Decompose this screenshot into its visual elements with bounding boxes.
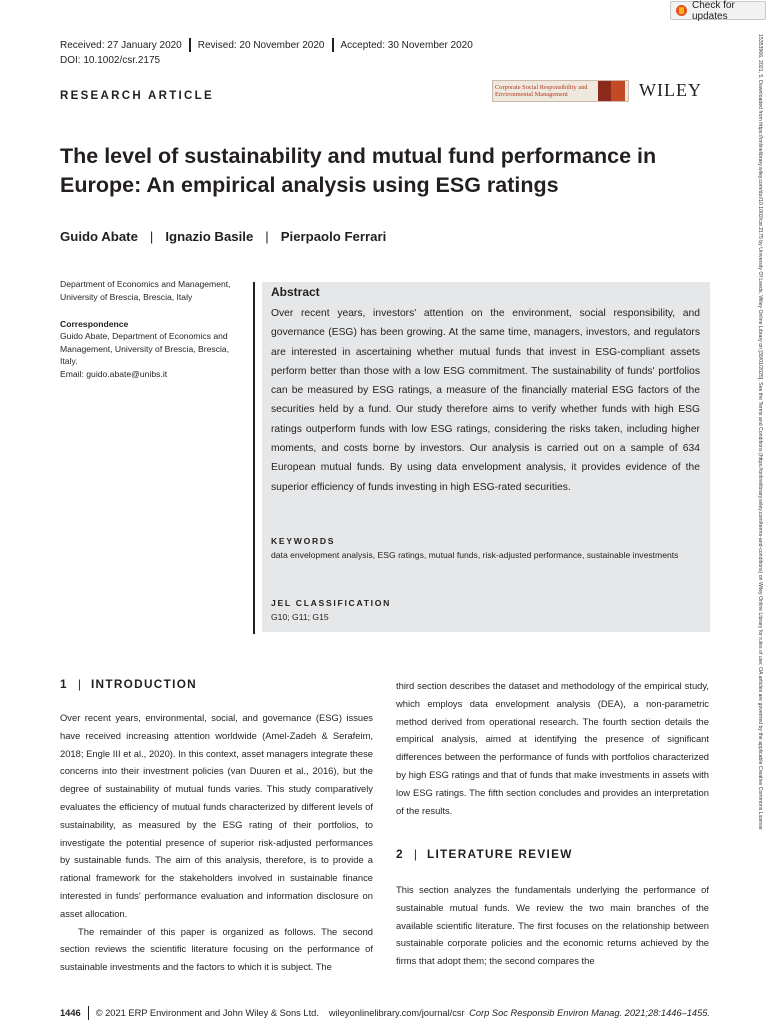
abstract-text: Over recent years, investors' attention on the environment, social responsibility, and governance (ESG) has been growing. At the same time, managers, investors, and regulators are interested in ascertaining whether mutual funds that invest in ESG-compliant assets perform better than those with a low ESG commitment. The sustainability of funds' portfolios can be measured by ESG ratings, a measure of the financially material ESG factors of the securities held by a fund. Our study therefore aims to verify whether funds with high ESG ratings outperform funds with low ESG ratings, considering the risks taken, including higher moments, and costs borne by investors. Our analysis is carried out on a sample of 634 European mutual funds. By using data envelopment analysis, it provides evidence of the superior efficiency of funds investing in high ESG-rated securities. — [271, 308, 700, 493]
correspondence-address: Guido Abate, Department of Economics and Management, University of Brescia, Brescia, Italy. — [60, 331, 230, 366]
footer-divider — [88, 1006, 89, 1020]
section-title: LITERATURE REVIEW — [426, 847, 573, 861]
paragraph: Over recent years, environmental, social, and governance (ESG) issues have received increasing attention worldwide (Amel-Zadeh & Serafeim, 2018; Engle III et al., 2020). In this context, asset managers integrate these concerns into their investment policies (van Duuren et al., 2016), but the degree of sustainability of mutual funds varies. This study comparatively evaluates the efficiency of mutual funds characterized by different levels of sustainability, as measured by the ESG rating of their portfolios, to investigate the potential presence of superior risk-adjusted performances by sustainable funds. The aim of this analysis, therefore, is to provide a rational framework for the stakeholders involved in sustainable finance interested in funds' performance evaluation and information disclosure on asset allocation. — [60, 712, 373, 919]
journal-cover-image — [598, 81, 611, 101]
paragraph: This section analyzes the fundamentals underlying the performance of sustainable mutual funds. We review the two main branches of the available scientific literature. The first focuses on the relationship between sustainable corporate policies and the economic returns achieved by the firms that adopt them; the second compares the — [396, 884, 709, 967]
publisher-logo: WILEY — [639, 80, 702, 100]
keywords-text: data envelopment analysis, ESG ratings, mutual funds, risk-adjusted performance, sustainable investments — [271, 550, 679, 560]
correspondence-details — [60, 330, 245, 380]
correspondence-heading: Correspondence — [60, 319, 129, 329]
journal-website-link[interactable]: wileyonlinelibrary.com/journal/csr — [328, 1008, 465, 1018]
keywords-heading: KEYWORDS — [271, 536, 336, 546]
author-divider: | — [265, 229, 269, 244]
affiliation: Department of Economics and Management, University of Brescia, Brescia, Italy — [60, 279, 231, 302]
section-divider: | — [413, 847, 417, 861]
jel-heading: JEL CLASSIFICATION — [271, 598, 392, 608]
check-for-updates-label: Check for updates — [692, 0, 735, 22]
crossmark-icon — [676, 5, 687, 16]
received-date: Received: 27 January 2020 — [60, 39, 182, 51]
journal-logo-text: Corporate Social Responsibility and Environmental Management — [495, 83, 588, 98]
page-footer — [60, 1006, 710, 1020]
doi: DOI: 10.1002/csr.2175 — [60, 55, 161, 66]
download-notice-text: 15353966, 2021, 5, Downloaded from https://onlinelibrary.wiley.com/doi/10.1002/csr.2175 by University Of Leeds, Wiley Online Library on [30/01/2025]. See the Terms and Conditions (https://onlinelibrary.wiley.com/terms-and-conditions) on Wiley Online Library for rules of use; OA articles are governed by the applicable Creative Commons License — [757, 34, 763, 830]
section-heading — [60, 677, 197, 691]
journal-logo — [492, 80, 629, 102]
revised-date: Revised: 20 November 2020 — [197, 39, 325, 51]
body-column-right — [396, 677, 709, 819]
body-column-right — [396, 881, 709, 970]
author-name[interactable]: Pierpaolo Ferrari — [280, 229, 387, 244]
author-name[interactable]: Guido Abate — [60, 229, 138, 244]
body-column-left — [60, 709, 373, 976]
date-divider — [332, 38, 334, 52]
correspondence-email[interactable]: Email: guido.abate@unibs.it — [60, 368, 168, 379]
copyright: © 2021 ERP Environment and John Wiley & Sons Ltd. — [95, 1008, 319, 1018]
section-heading — [396, 847, 573, 861]
author-list — [60, 229, 386, 244]
publication-dates — [60, 38, 473, 52]
section-divider: | — [77, 677, 81, 691]
author-divider: | — [149, 229, 154, 244]
paragraph: third section describes the dataset and methodology of the empirical study, which employs data envelopment analysis (DEA), a non-parametric method derived from operational research. The fourth section details the empirical analysis, aimed at identifying the presence of significant differences between the performance of funds with portfolios characterized by high ESG ratings and that of funds that make investments in assets with low ESG ratings. The fifth section concludes and provides an interpretation of the results. — [396, 680, 709, 816]
accepted-date: Accepted: 30 November 2020 — [340, 39, 473, 51]
abstract-rule — [253, 282, 255, 634]
section-number: 2 — [396, 847, 404, 861]
article-type: RESEARCH ARTICLE — [60, 90, 214, 102]
author-name[interactable]: Ignazio Basile — [165, 229, 254, 244]
download-notice — [757, 34, 764, 1009]
page-number: 1446 — [60, 1008, 81, 1018]
check-for-updates-button[interactable] — [670, 1, 766, 20]
section-number: 1 — [60, 677, 68, 691]
date-divider — [189, 38, 191, 52]
abstract-heading: Abstract — [271, 285, 320, 299]
paragraph: The remainder of this paper is organized as follows. The second section reviews the scientific literature focusing on the performance of sustainable investments and the factors to which it is subject. The — [60, 925, 373, 973]
jel-text: G10; G11; G15 — [271, 612, 329, 622]
journal-cover-image — [611, 81, 625, 101]
article-title: The level of sustainability and mutual fund performance in Europe: An empirical analysis using ESG ratings — [60, 144, 657, 197]
citation: Corp Soc Responsib Environ Manag. 2021;28:1446–1455. — [469, 1008, 710, 1018]
section-title: INTRODUCTION — [90, 677, 197, 691]
